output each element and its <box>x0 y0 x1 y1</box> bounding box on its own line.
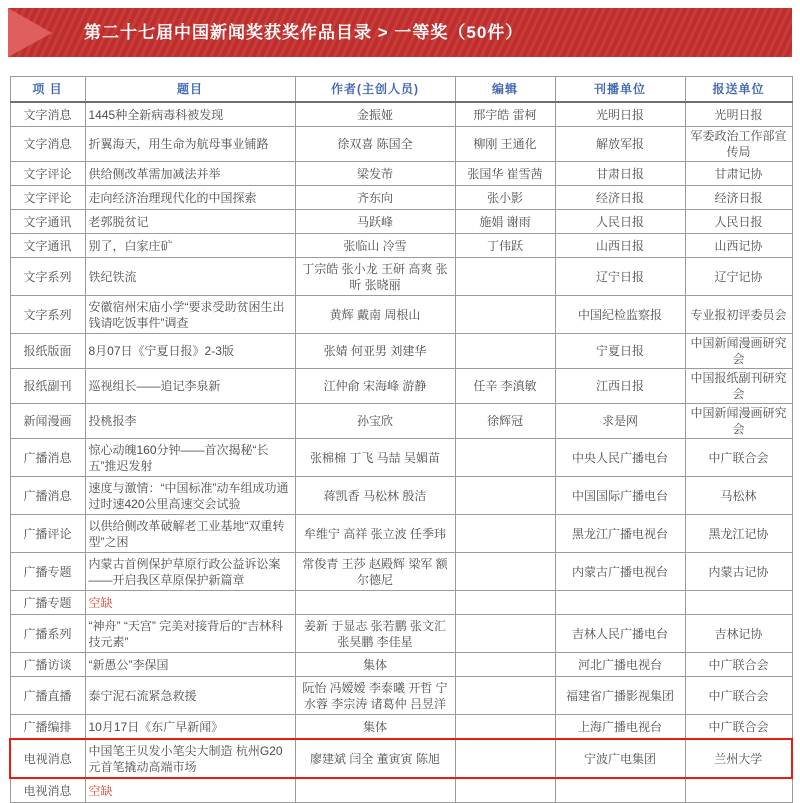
table-row <box>10 296 792 334</box>
cell-title: 8月07日《宁夏日报》2-3版 <box>85 334 295 369</box>
cell-category: 广播消息 <box>10 439 85 477</box>
cell-editors <box>455 591 555 615</box>
cell-editors: 柳刚 王通化 <box>455 127 555 162</box>
cell-category: 文字系列 <box>10 296 85 334</box>
cell-editors <box>455 778 555 803</box>
cell-authors: 廖建斌 闫全 董寅寅 陈旭 <box>295 739 455 778</box>
cell-title: 惊心动魄160分钟——首次揭秘“长五”推迟发射 <box>85 439 295 477</box>
cell-outlet: 宁夏日报 <box>555 334 685 369</box>
table-head <box>10 77 792 103</box>
cell-outlet <box>555 591 685 615</box>
cell-submitter <box>685 778 792 803</box>
cell-category: 广播专题 <box>10 591 85 615</box>
cell-editors: 张小影 <box>455 186 555 210</box>
page-banner <box>8 8 792 57</box>
cell-submitter: 专业报初评委员会 <box>685 296 792 334</box>
cell-category: 电视消息 <box>10 739 85 778</box>
cell-outlet: 中国国际广播电台 <box>555 477 685 515</box>
table-row <box>10 653 792 677</box>
cell-editors: 徐辉冠 <box>455 404 555 439</box>
cell-category: 广播编排 <box>10 715 85 740</box>
banner-arrow-icon <box>8 8 52 57</box>
cell-authors <box>295 778 455 803</box>
cell-title: 空缺 <box>85 778 295 803</box>
table-row <box>10 553 792 591</box>
cell-category: 广播消息 <box>10 477 85 515</box>
cell-outlet: 上海广播电视台 <box>555 715 685 740</box>
cell-outlet: 内蒙古广播电视台 <box>555 553 685 591</box>
cell-category: 广播直播 <box>10 677 85 715</box>
table-row <box>10 127 792 162</box>
column-header-5: 报送单位 <box>685 77 792 103</box>
cell-outlet: 宁波广电集团 <box>555 739 685 778</box>
cell-editors: 张国华 崔雪茜 <box>455 162 555 186</box>
cell-authors: 常俊青 王莎 赵殿辉 梁军 额尔德尼 <box>295 553 455 591</box>
cell-title: 老郭脱贫记 <box>85 210 295 234</box>
cell-title: 折翼海天，用生命为航母事业铺路 <box>85 127 295 162</box>
cell-submitter: 经济日报 <box>685 186 792 210</box>
cell-authors: 张临山 冷雪 <box>295 234 455 258</box>
table-container <box>9 76 800 803</box>
cell-authors: 集体 <box>295 653 455 677</box>
cell-outlet: 甘肃日报 <box>555 162 685 186</box>
cell-outlet: 经济日报 <box>555 186 685 210</box>
table-row <box>10 404 792 439</box>
cell-title: 巡视组长——追记李泉新 <box>85 369 295 404</box>
cell-title: 铁纪铁流 <box>85 258 295 296</box>
cell-authors: 徐双喜 陈国全 <box>295 127 455 162</box>
column-header-1: 题目 <box>85 77 295 103</box>
cell-submitter: 山西记协 <box>685 234 792 258</box>
column-header-4: 刊播单位 <box>555 77 685 103</box>
cell-editors <box>455 715 555 740</box>
cell-submitter: 黑龙江记协 <box>685 515 792 553</box>
cell-editors <box>455 296 555 334</box>
cell-title: 以供给侧改革破解老工业基地“双重转型”之困 <box>85 515 295 553</box>
cell-category: 文字消息 <box>10 102 85 127</box>
cell-submitter: 中广联合会 <box>685 677 792 715</box>
cell-title: 10月17日《东广早新闻》 <box>85 715 295 740</box>
cell-outlet: 中国纪检监察报 <box>555 296 685 334</box>
cell-category: 电视消息 <box>10 778 85 803</box>
table-row <box>10 186 792 210</box>
cell-authors: 姜新 于显志 张若鹏 张文汇 张昊鹏 李佳星 <box>295 615 455 653</box>
cell-submitter: 内蒙古记协 <box>685 553 792 591</box>
cell-title: 内蒙古首例保护草原行政公益诉讼案 ——开启我区草原保护新篇章 <box>85 553 295 591</box>
cell-submitter: 中广联合会 <box>685 439 792 477</box>
cell-submitter: 军委政治工作部宣传局 <box>685 127 792 162</box>
cell-authors: 齐东向 <box>295 186 455 210</box>
cell-authors: 丁宗皓 张小龙 王研 高爽 张昕 张晓丽 <box>295 258 455 296</box>
cell-category: 文字系列 <box>10 258 85 296</box>
cell-title: 空缺 <box>85 591 295 615</box>
table-row <box>10 778 792 803</box>
table-row <box>10 334 792 369</box>
cell-title: 中国笔王贝发小笔尖大制造 杭州G20元首笔撬动高端市场 <box>85 739 295 778</box>
table-row <box>10 210 792 234</box>
cell-title: 1445种全新病毒科被发现 <box>85 102 295 127</box>
cell-editors: 丁伟跃 <box>455 234 555 258</box>
cell-authors: 集体 <box>295 715 455 740</box>
cell-authors: 阮怡 冯嫒嫒 李泰曦 开哲 宁水蓉 李宗涛 诸葛仲 吕昱洋 <box>295 677 455 715</box>
cell-category: 文字评论 <box>10 162 85 186</box>
cell-outlet: 山西日报 <box>555 234 685 258</box>
cell-category: 文字评论 <box>10 186 85 210</box>
cell-outlet: 光明日报 <box>555 102 685 127</box>
cell-title: 别了，白家庄矿 <box>85 234 295 258</box>
cell-editors <box>455 258 555 296</box>
cell-editors <box>455 439 555 477</box>
award-directory-table <box>9 76 793 803</box>
cell-editors <box>455 553 555 591</box>
cell-submitter: 辽宁记协 <box>685 258 792 296</box>
table-row <box>10 677 792 715</box>
cell-submitter: 兰州大学 <box>685 739 792 778</box>
cell-category: 文字通讯 <box>10 234 85 258</box>
cell-category: 文字消息 <box>10 127 85 162</box>
cell-outlet: 人民日报 <box>555 210 685 234</box>
cell-authors: 金振娅 <box>295 102 455 127</box>
cell-outlet <box>555 778 685 803</box>
cell-category: 广播专题 <box>10 553 85 591</box>
cell-category: 广播评论 <box>10 515 85 553</box>
table-header-row <box>10 77 792 103</box>
cell-submitter: 中广联合会 <box>685 715 792 740</box>
cell-outlet: 福建省广播影视集团 <box>555 677 685 715</box>
cell-editors: 施娟 谢雨 <box>455 210 555 234</box>
cell-authors: 梁发芾 <box>295 162 455 186</box>
cell-outlet: 中央人民广播电台 <box>555 439 685 477</box>
table-row <box>10 615 792 653</box>
cell-outlet: 求是网 <box>555 404 685 439</box>
cell-submitter: 马松林 <box>685 477 792 515</box>
table-row <box>10 477 792 515</box>
cell-editors <box>455 739 555 778</box>
cell-authors: 江仲俞 宋海峰 游静 <box>295 369 455 404</box>
cell-authors: 牟维宁 高祥 张立波 任季玮 <box>295 515 455 553</box>
cell-title: “新愚公”李保国 <box>85 653 295 677</box>
table-row <box>10 591 792 615</box>
cell-authors: 张棉棉 丁飞 马喆 吴媚苗 <box>295 439 455 477</box>
table-row <box>10 234 792 258</box>
table-body <box>10 102 792 803</box>
column-header-3: 编辑 <box>455 77 555 103</box>
cell-title: 泰宁泥石流紧急救援 <box>85 677 295 715</box>
cell-submitter: 吉林记协 <box>685 615 792 653</box>
table-row <box>10 369 792 404</box>
table-row <box>10 739 792 778</box>
cell-editors: 任辛 李滇敏 <box>455 369 555 404</box>
cell-editors <box>455 334 555 369</box>
table-row <box>10 102 792 127</box>
cell-editors <box>455 515 555 553</box>
cell-title: 走向经济治理现代化的中国探索 <box>85 186 295 210</box>
cell-submitter: 中国新闻漫画研究会 <box>685 404 792 439</box>
cell-outlet: 黑龙江广播电视台 <box>555 515 685 553</box>
cell-editors: 邢宇皓 雷柯 <box>455 102 555 127</box>
table-row <box>10 162 792 186</box>
cell-category: 广播系列 <box>10 615 85 653</box>
cell-outlet: 江西日报 <box>555 369 685 404</box>
cell-submitter: 中国新闻漫画研究会 <box>685 334 792 369</box>
cell-submitter: 中国报纸副刊研究会 <box>685 369 792 404</box>
cell-editors <box>455 615 555 653</box>
cell-title: 投桃报李 <box>85 404 295 439</box>
column-header-2: 作者(主创人员) <box>295 77 455 103</box>
cell-outlet: 解放军报 <box>555 127 685 162</box>
table-row <box>10 515 792 553</box>
cell-outlet: 河北广播电视台 <box>555 653 685 677</box>
cell-title: 速度与激情：“中国标准”动车组成功通过时速420公里高速交会试验 <box>85 477 295 515</box>
cell-submitter: 人民日报 <box>685 210 792 234</box>
cell-outlet: 吉林人民广播电台 <box>555 615 685 653</box>
cell-submitter: 光明日报 <box>685 102 792 127</box>
cell-editors <box>455 477 555 515</box>
cell-category: 文字通讯 <box>10 210 85 234</box>
cell-category: 报纸副刊 <box>10 369 85 404</box>
cell-submitter <box>685 591 792 615</box>
cell-category: 报纸版面 <box>10 334 85 369</box>
cell-title: 供给侧改革需加减法并举 <box>85 162 295 186</box>
cell-authors <box>295 591 455 615</box>
cell-category: 新闻漫画 <box>10 404 85 439</box>
cell-authors: 黄辉 戴南 周根山 <box>295 296 455 334</box>
cell-editors <box>455 677 555 715</box>
cell-submitter: 甘肃记协 <box>685 162 792 186</box>
table-row <box>10 258 792 296</box>
table-row <box>10 715 792 740</box>
cell-authors: 张婧 何亚男 刘建华 <box>295 334 455 369</box>
cell-outlet: 辽宁日报 <box>555 258 685 296</box>
page-title: 第二十七届中国新闻奖获奖作品目录 > 一等奖（50件） <box>84 23 524 42</box>
cell-title: 安徽宿州宋庙小学“要求受助贫困生出钱请吃饭事件”调查 <box>85 296 295 334</box>
table-row <box>10 439 792 477</box>
cell-authors: 马跃峰 <box>295 210 455 234</box>
cell-title: “神舟” “天宫” 完美对接背后的“吉林科技元素” <box>85 615 295 653</box>
cell-authors: 孙宝欣 <box>295 404 455 439</box>
cell-category: 广播访谈 <box>10 653 85 677</box>
cell-authors: 蒋凯香 马松林 殷洁 <box>295 477 455 515</box>
cell-submitter: 中广联合会 <box>685 653 792 677</box>
cell-editors <box>455 653 555 677</box>
column-header-0: 项 目 <box>10 77 85 103</box>
